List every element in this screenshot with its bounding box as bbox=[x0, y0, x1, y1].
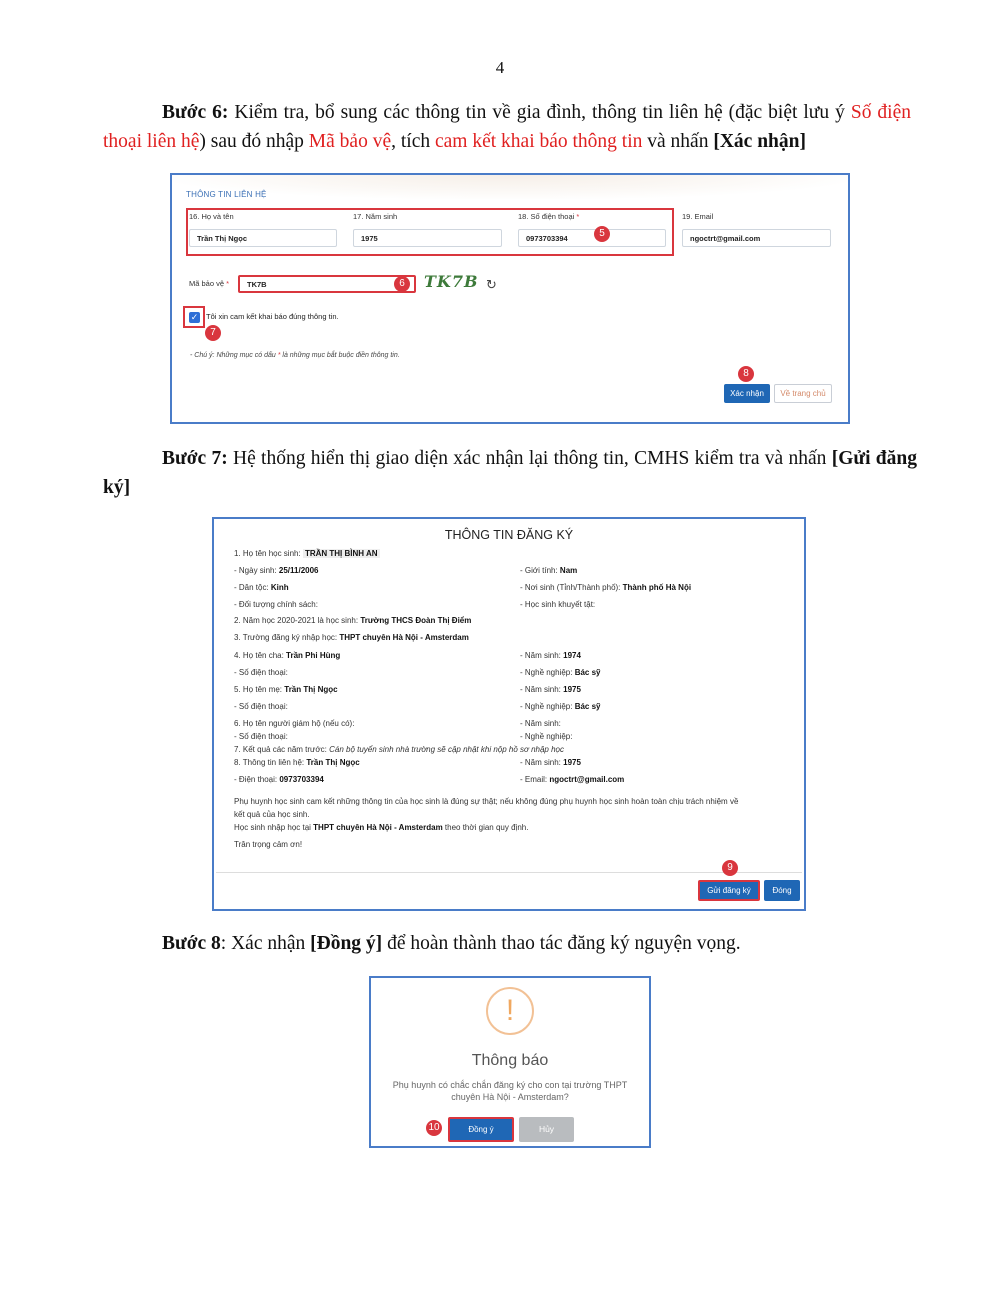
dialog-title: Thông báo bbox=[471, 1052, 549, 1069]
confirm-button[interactable]: Xác nhận bbox=[724, 384, 770, 403]
birthyear-label: 17. Năm sinh bbox=[353, 212, 398, 221]
guardian-phone-line: - Số điện thoại: bbox=[234, 732, 288, 741]
fullname-input[interactable]: Trần Thị Ngọc bbox=[189, 229, 337, 247]
mother-job-line: - Nghề nghiệp: Bác sỹ bbox=[520, 702, 601, 711]
step8-text-1: : Xác nhận bbox=[220, 933, 311, 954]
father-name-line: 4. Họ tên cha: Trần Phi Hùng bbox=[234, 651, 341, 660]
past-results-line: 7. Kết quả các năm trước: Cán bộ tuyển sinh nhà trường sẽ cập nhật khi nộp hồ sơ nhập học bbox=[234, 745, 564, 754]
step-badge-8: 8 bbox=[738, 366, 754, 382]
ethnicity-line: - Dân tộc: Kinh bbox=[234, 583, 289, 592]
gender-line: - Giới tính: Nam bbox=[520, 566, 578, 575]
step-badge-5: 5 bbox=[594, 226, 610, 242]
email-input[interactable]: ngoctrt@gmail.com bbox=[682, 229, 831, 247]
footer-divider bbox=[216, 872, 802, 873]
captcha-image: TK7B bbox=[424, 272, 479, 291]
step-badge-6: 6 bbox=[394, 276, 410, 292]
step7-submit-ref: [Gửi đăng ký] bbox=[103, 448, 917, 498]
close-button[interactable]: Đóng bbox=[764, 880, 800, 901]
step6-commit-highlight: cam kết khai báo thông tin bbox=[434, 131, 643, 152]
step-badge-7: 7 bbox=[205, 325, 221, 341]
target-school-line: 3. Trường đăng ký nhập học: THPT chuyên Hà Nội - Amsterdam bbox=[234, 633, 469, 642]
father-phone-line: - Số điện thoại: bbox=[234, 668, 288, 677]
submit-registration-button[interactable]: Gửi đăng ký bbox=[698, 880, 760, 901]
father-birthyear-line: - Năm sinh: 1974 bbox=[520, 651, 581, 660]
step6-text-4: và nhấn bbox=[642, 131, 714, 152]
section-title: THÔNG TIN LIÊN HỆ bbox=[186, 190, 267, 199]
fullname-label: 16. Họ và tên bbox=[189, 212, 234, 221]
step6-phone-highlight: Số điện thoại liên hệ bbox=[103, 102, 911, 152]
current-school-line: 2. Năm học 2020-2021 là học sinh: Trường THCS Đoàn Thị Điểm bbox=[234, 616, 472, 625]
required-note: - Chú ý: Những mục có dấu * là những mục bắt buộc điền thông tin. bbox=[190, 352, 400, 359]
required-star: * bbox=[576, 212, 580, 221]
step-badge-10: 10 bbox=[426, 1120, 442, 1136]
phone-input[interactable]: 0973703394 bbox=[518, 229, 666, 247]
step6-text-2: ) sau đó nhập bbox=[199, 131, 309, 152]
mother-phone-line: - Số điện thoại: bbox=[234, 702, 288, 711]
guardian-birthyear-line: - Năm sinh: bbox=[520, 719, 561, 728]
confirm-dialog-screenshot bbox=[369, 976, 651, 1148]
home-button[interactable]: Về trang chủ bbox=[774, 384, 832, 403]
captcha-label: Mã bảo vệ * bbox=[189, 279, 230, 288]
contact-info-screenshot bbox=[170, 173, 850, 424]
step8-label: Bước 8 bbox=[162, 933, 221, 954]
page-number: 4 bbox=[495, 58, 505, 77]
step6-captcha-highlight: Mã bảo vệ bbox=[308, 131, 392, 152]
step7-label: Bước 7: bbox=[162, 448, 228, 469]
disability-line: - Học sinh khuyết tật: bbox=[520, 600, 596, 609]
step6-confirm-ref: [Xác nhận] bbox=[713, 131, 806, 152]
commitment-line-1: Phụ huynh học sinh cam kết những thông tin của học sinh là đúng sự thật; nếu không đúng phụ huynh học sinh hoàn toàn chịu trách nhiệm về bbox=[234, 797, 739, 806]
guardian-job-line: - Nghề nghiệp: bbox=[520, 732, 573, 741]
thanks-line: Trân trọng cảm ơn! bbox=[234, 840, 303, 849]
warning-icon: ! bbox=[486, 987, 534, 1035]
step6-text-3: , tích bbox=[391, 131, 435, 152]
contact-name-line: 8. Thông tin liên hệ: Trần Thị Ngọc bbox=[234, 758, 360, 767]
contact-email-line: - Email: ngoctrt@gmail.com bbox=[520, 775, 625, 784]
phone-label: 18. Số điện thoại * bbox=[518, 212, 580, 221]
commit-checkbox[interactable]: ✓ bbox=[190, 312, 199, 322]
step6-label: Bước 6: bbox=[162, 102, 229, 123]
step-badge-9: 9 bbox=[722, 860, 738, 876]
step6-paragraph bbox=[103, 98, 911, 156]
dialog-message: Phụ huynh có chắc chắn đăng ký cho con tại trường THPT chuyên Hà Nội - Amsterdam? bbox=[392, 1080, 628, 1102]
birthplace-line: - Nơi sinh (Tỉnh/Thành phố): Thành phố Hà Nội bbox=[520, 583, 692, 592]
guardian-name-line: 6. Họ tên người giám hộ (nếu có): bbox=[234, 719, 355, 728]
student-name-line: 1. Họ tên học sinh: TRẦN THỊ BÌNH AN bbox=[234, 549, 378, 558]
step8-agree-ref: [Đồng ý] bbox=[310, 933, 383, 954]
step8-paragraph bbox=[162, 929, 922, 958]
summary-title: THÔNG TIN ĐĂNG KÝ bbox=[444, 528, 574, 542]
dob-line: - Ngày sinh: 25/11/2006 bbox=[234, 566, 319, 575]
agree-button[interactable]: Đồng ý bbox=[448, 1117, 514, 1142]
step6-text-1: Kiểm tra, bổ sung các thông tin về gia đình, thông tin liên hệ (đặc biệt lưu ý bbox=[228, 102, 851, 123]
mother-birthyear-line: - Năm sinh: 1975 bbox=[520, 685, 581, 694]
commitment-line-2: kết quả của học sinh. bbox=[234, 810, 310, 819]
step8-text-2: để hoàn thành thao tác đăng ký nguyện vọng. bbox=[382, 933, 741, 954]
registration-summary-screenshot bbox=[212, 517, 806, 911]
birthyear-input[interactable]: 1975 bbox=[353, 229, 502, 247]
header-banner bbox=[172, 175, 848, 199]
mother-name-line: 5. Họ tên mẹ: Trần Thị Ngọc bbox=[234, 685, 338, 694]
commitment-line-3: Học sinh nhập học tại THPT chuyên Hà Nội - Amsterdam theo thời gian quy định. bbox=[234, 823, 529, 832]
email-label: 19. Email bbox=[682, 212, 714, 221]
contact-phone-line: - Điện thoại: 0973703394 bbox=[234, 775, 324, 784]
commit-label: Tôi xin cam kết khai báo đúng thông tin. bbox=[206, 312, 339, 321]
cancel-button[interactable]: Hủy bbox=[519, 1117, 574, 1142]
father-job-line: - Nghề nghiệp: Bác sỹ bbox=[520, 668, 601, 677]
contact-birthyear-line: - Năm sinh: 1975 bbox=[520, 758, 581, 767]
captcha-input[interactable]: TK7B bbox=[238, 275, 416, 293]
step7-text: Hệ thống hiển thị giao diện xác nhận lại thông tin, CMHS kiểm tra và nhấn bbox=[227, 448, 832, 469]
refresh-icon[interactable]: ↻ bbox=[486, 277, 497, 292]
policy-line: - Đối tượng chính sách: bbox=[234, 600, 318, 609]
step7-paragraph bbox=[103, 444, 917, 502]
